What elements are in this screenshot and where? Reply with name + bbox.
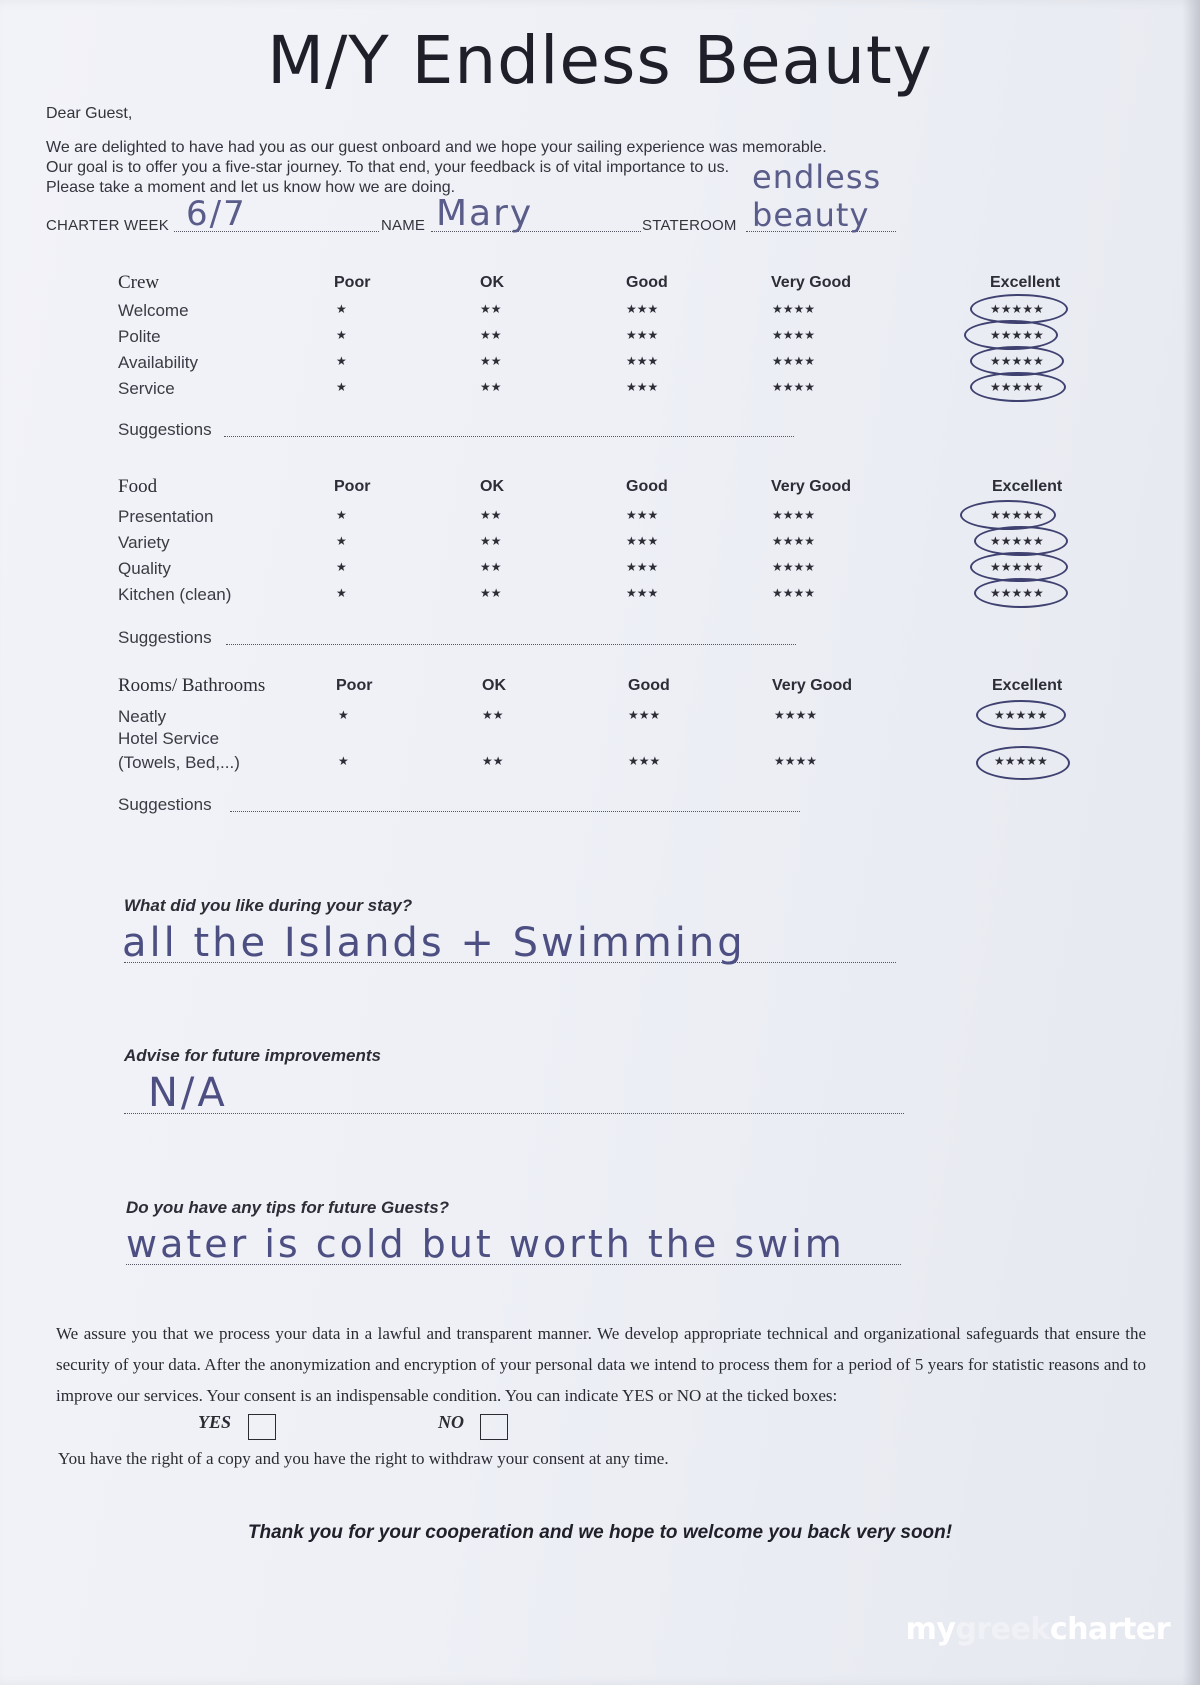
suggestions-label: Suggestions [118,628,212,647]
stars-excellent[interactable]: ★★★★★ [990,302,1044,316]
stars-good[interactable]: ★★★ [626,354,659,368]
col-excellent: Excellent [990,274,1061,291]
stars-poor[interactable]: ★ [336,302,347,316]
stars-poor[interactable]: ★ [336,328,347,342]
rating-row-label: Quality [118,559,171,578]
col-very-good: Very Good [771,478,852,495]
consent-no-checkbox[interactable] [480,1414,508,1440]
stars-very-good[interactable]: ★★★★ [772,508,816,522]
rating-row [118,378,1078,402]
section-title: Crew [118,272,160,293]
rating-row-label: Kitchen (clean) [118,585,232,604]
question-improvements-answer[interactable]: N/A [148,1070,228,1116]
watermark-part-1: my [905,1612,956,1647]
col-ok: OK [482,677,506,694]
document-title: M/Y Endless Beauty [267,22,933,99]
rating-row [118,584,1078,608]
stars-poor[interactable]: ★ [336,380,347,394]
stars-ok[interactable]: ★★ [480,508,502,522]
col-good: Good [626,478,668,495]
rights-text: You have the right of a copy and you have the right to withdraw your consent at any time. [58,1449,669,1468]
name-label: NAME [381,217,426,234]
col-good: Good [626,274,668,291]
rating-row [118,300,1078,324]
rating-row-label: Presentation [118,507,214,526]
section-header [118,272,1078,296]
col-excellent: Excellent [992,677,1063,694]
thank-you-text: Thank you for your cooperation and we hope to welcome you back very soon! [247,1522,953,1543]
stars-ok[interactable]: ★★ [482,754,504,768]
stars-good[interactable]: ★★★ [626,302,659,316]
suggestions-line[interactable] [224,436,794,437]
stars-good[interactable]: ★★★ [626,560,659,574]
stars-ok[interactable]: ★★ [480,560,502,574]
stars-very-good[interactable]: ★★★★ [774,754,818,768]
col-ok: OK [480,478,504,495]
question-tips-line [126,1264,901,1265]
selection-circle [976,700,1066,730]
rating-row [118,326,1078,350]
rating-row [118,706,1078,730]
stars-excellent[interactable]: ★★★★★ [990,380,1044,394]
stars-very-good[interactable]: ★★★★ [772,380,816,394]
section-food [118,476,1078,656]
stars-good[interactable]: ★★★ [626,380,659,394]
question-liked-line [124,962,896,963]
stars-very-good[interactable]: ★★★★ [772,560,816,574]
stars-very-good[interactable]: ★★★★ [772,534,816,548]
rating-row [118,506,1078,530]
rating-row [118,558,1078,582]
suggestions-label: Suggestions [118,795,212,814]
charter-week-label: CHARTER WEEK [46,217,169,234]
rating-row [118,728,1078,778]
stars-excellent[interactable]: ★★★★★ [994,708,1048,722]
question-improvements-line [124,1113,904,1114]
intro-line-3: Please take a moment and let us know how we are doing. [46,179,456,196]
consent-yes-checkbox[interactable] [248,1414,276,1440]
stars-very-good[interactable]: ★★★★ [772,328,816,342]
rating-row-label: Variety [118,533,170,552]
stars-good[interactable]: ★★★ [628,708,661,722]
col-poor: Poor [334,274,371,291]
stars-ok[interactable]: ★★ [480,302,502,316]
selection-circle [974,578,1068,608]
question-liked-answer[interactable]: all the Islands + Swimming [122,920,746,966]
stars-ok[interactable]: ★★ [480,586,502,600]
stars-poor[interactable]: ★ [338,754,349,768]
section-header [118,675,1078,699]
stars-excellent[interactable]: ★★★★★ [990,560,1044,574]
rating-row-label: Service [118,379,175,398]
page-edge-shadow [1182,0,1200,1685]
stars-poor[interactable]: ★ [336,508,347,522]
consent-yes-label: YES [198,1412,232,1432]
watermark-logo [906,1612,1170,1647]
stars-excellent[interactable]: ★★★★★ [990,534,1044,548]
intro-line-2: Our goal is to offer you a five-star journey. To that end, your feedback is of vital importance to us. [46,159,730,176]
stars-poor[interactable]: ★ [336,354,347,368]
question-tips-answer[interactable]: water is cold but worth the swim [126,1222,845,1266]
rating-row [118,532,1078,556]
data-consent-text: We assure you that we process your data in a lawful and transparent manner. We develop appropriate technical and organizational safeguards that ensure the security of your data. After the anonymization and encryption of your personal data we intend to process them for a period of 5 years for statistic reasons and to improve our services. Your consent is an indispensable condition. You can indicate YES or NO at the ticked boxes: [56,1324,1146,1405]
stars-excellent[interactable]: ★★★★★ [990,328,1044,342]
stars-poor[interactable]: ★ [338,708,349,722]
intro-line-1: We are delighted to have had you as our guest onboard and we hope your sailing experience was memorable. [46,139,827,156]
section-title: Rooms/ Bathrooms [118,675,266,696]
rating-row-label: Neatly [118,707,167,726]
col-very-good: Very Good [772,677,853,694]
stars-excellent[interactable]: ★★★★★ [990,508,1044,522]
suggestions-line[interactable] [230,811,800,812]
stars-excellent[interactable]: ★★★★★ [990,354,1044,368]
greeting: Dear Guest, [46,105,133,122]
rating-row-label: Availability [118,353,199,372]
question-liked-label: What did you like during your stay? [124,896,413,915]
section-title: Food [118,476,158,497]
stateroom-value[interactable]: endless beauty [752,158,882,234]
question-improvements-label: Advise for future improvements [124,1046,381,1065]
stars-poor[interactable]: ★ [336,560,347,574]
stars-very-good[interactable]: ★★★★ [774,708,818,722]
selection-circle [970,372,1066,402]
stars-excellent[interactable]: ★★★★★ [990,586,1044,600]
stars-ok[interactable]: ★★ [480,328,502,342]
suggestions-line[interactable] [226,644,796,645]
selection-circle [976,746,1070,780]
stars-good[interactable]: ★★★ [626,534,659,548]
rating-row [118,352,1078,376]
stars-good[interactable]: ★★★ [626,328,659,342]
charter-week-value[interactable]: 6/7 [186,194,247,234]
stars-very-good[interactable]: ★★★★ [772,354,816,368]
col-good: Good [628,677,670,694]
stars-good[interactable]: ★★★ [626,586,659,600]
section-rooms-bathrooms [118,675,1078,825]
watermark-part-2: greek [955,1612,1050,1647]
col-very-good: Very Good [771,274,852,291]
stateroom-label: STATEROOM [642,217,737,234]
name-value[interactable]: Mary [436,193,534,234]
rating-row-label: Polite [118,327,161,346]
stars-poor[interactable]: ★ [336,534,347,548]
col-poor: Poor [336,677,373,694]
stars-very-good[interactable]: ★★★★ [772,302,816,316]
col-poor: Poor [334,478,371,495]
stars-very-good[interactable]: ★★★★ [772,586,816,600]
stars-good[interactable]: ★★★ [626,508,659,522]
col-excellent: Excellent [992,478,1063,495]
watermark-part-3: charter [1049,1612,1170,1647]
stars-ok[interactable]: ★★ [480,354,502,368]
stars-ok[interactable]: ★★ [480,534,502,548]
rating-row-label: Hotel Service [118,729,220,748]
consent-no-label: NO [438,1412,464,1432]
stars-poor[interactable]: ★ [336,586,347,600]
rating-row-sublabel: (Towels, Bed,...) [118,753,240,772]
suggestions-label: Suggestions [118,420,212,439]
stars-ok[interactable]: ★★ [482,708,504,722]
stars-good[interactable]: ★★★ [628,754,661,768]
section-crew [118,272,1078,452]
question-tips-label: Do you have any tips for future Guests? [126,1198,450,1217]
stars-ok[interactable]: ★★ [480,380,502,394]
stars-excellent[interactable]: ★★★★★ [994,754,1048,768]
section-header [118,476,1078,500]
rating-row-label: Welcome [118,301,189,320]
col-ok: OK [480,274,504,291]
